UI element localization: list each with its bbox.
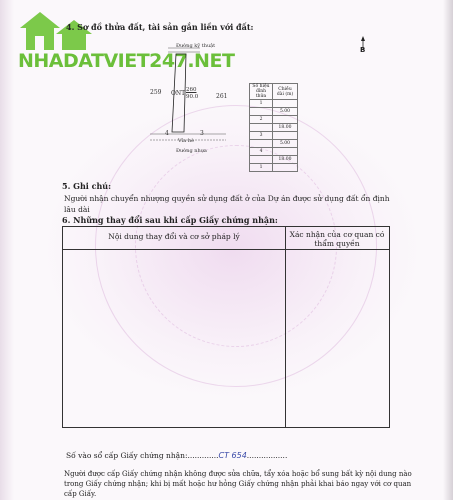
length-cell: 18.00 <box>273 124 298 132</box>
header-length: Chiều dài (m) <box>273 84 298 100</box>
scan-edge-right <box>443 0 453 500</box>
vertex-cell: 2 <box>250 116 273 124</box>
length-cell <box>273 116 298 124</box>
corner-4: 4 <box>165 130 169 137</box>
registry-trail: ................. <box>246 451 288 460</box>
section-5-title: 5. Ghi chú: <box>62 181 112 191</box>
vertex-cell <box>250 156 273 164</box>
vertex-cell <box>250 108 273 116</box>
parcel-area: 90.0 <box>186 94 199 100</box>
header-divider <box>63 249 389 250</box>
dimension-table-header <box>250 84 298 100</box>
north-label: B <box>360 46 366 54</box>
table-row <box>250 156 298 164</box>
length-cell: 5.00 <box>273 140 298 148</box>
registry-value: CT 654 <box>218 451 247 460</box>
length-cell <box>273 148 298 156</box>
corner-3: 3 <box>200 130 204 137</box>
length-cell: 5.00 <box>273 108 298 116</box>
parcel-code: ONT <box>171 90 186 97</box>
footer-notice: Người được cấp Giấy chứng nhận không được sửa chữa, tẩy xóa hoặc bổ sung bất kỳ nội dung nào trong Giấy chứng nhận; khi bị mất hoặc hư hỏng Giấy chứng nhận phải khai báo ngay với cơ quan cấp Giấy. <box>64 470 412 498</box>
dimension-table <box>249 83 298 172</box>
changes-col-confirmation: Xác nhận của cơ quan có thẩm quyền <box>289 230 385 248</box>
table-row <box>250 148 298 156</box>
table-row <box>250 124 298 132</box>
parcel-right-number: 261 <box>216 93 228 100</box>
section-5-note: Người nhận chuyển nhượng quyền sử dụng đất ở của Dự án được sử dụng đất ổn định lâu dài <box>64 194 390 214</box>
watermark-brand: NHADATVIET247.NET <box>18 50 235 72</box>
section-4-title: 4. Sơ đồ thửa đất, tài sản gắn liền với đất: <box>66 22 254 32</box>
length-cell <box>273 100 298 108</box>
table-row <box>250 140 298 148</box>
parcel-number: 260 <box>186 87 197 93</box>
registry-line <box>66 451 287 460</box>
table-row <box>250 164 298 172</box>
length-cell <box>273 164 298 172</box>
table-row <box>250 108 298 116</box>
table-row <box>250 116 298 124</box>
sidewalk-label: Vỉa hè <box>178 138 194 144</box>
length-cell <box>273 132 298 140</box>
vertex-cell <box>250 124 273 132</box>
vertex-cell: 4 <box>250 148 273 156</box>
vertex-cell <box>250 140 273 148</box>
parcel-left-number: 259 <box>150 89 162 96</box>
header-vertex: Số hiệu đỉnh thửa <box>250 84 273 100</box>
changes-table <box>62 226 390 428</box>
road-bottom-label: Đường nhựa <box>176 148 207 154</box>
table-row <box>250 100 298 108</box>
column-divider <box>285 227 286 427</box>
vertex-cell: 3 <box>250 132 273 140</box>
section-6-title: 6. Những thay đổi sau khi cấp Giấy chứng nhận: <box>62 215 278 225</box>
length-cell: 18.00 <box>273 156 298 164</box>
changes-col-content: Nội dung thay đổi và cơ sở pháp lý <box>108 232 240 241</box>
vertex-cell: 1 <box>250 164 273 172</box>
vertex-cell: 1 <box>250 100 273 108</box>
road-top-label: Đường kỹ thuật <box>176 43 216 49</box>
registry-label: Số vào sổ cấp Giấy chứng nhận:............. <box>66 451 219 460</box>
table-row <box>250 132 298 140</box>
